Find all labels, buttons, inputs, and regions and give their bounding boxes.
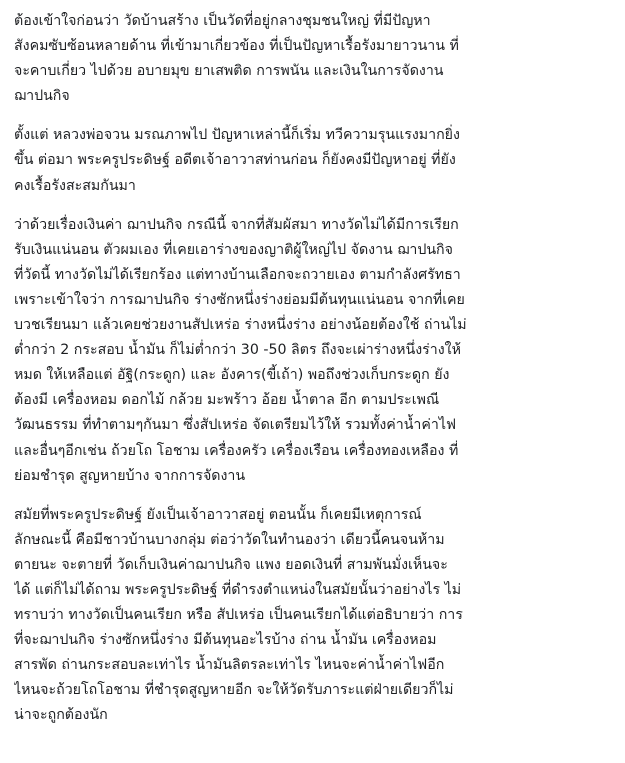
paragraph-intro — [14, 9, 614, 109]
text-line: ลักษณะนี้ คือมีชาวบ้านบางกลุ่ม ต่อว่าวัดในทำนองว่า เดียวนี้คนจนห้าม — [14, 531, 445, 548]
text-line: ต้องมี เครื่องหอม ดอกไม้ กล้วย มะพร้าว อ้อย น้ำตาล อีก ตามประเพณี — [14, 392, 440, 409]
text-line: ไหนจะถ้วยโถโอชาม ที่ชำรุดสูญหายอีก จะให้วัดรับภาระแต่ฝ่ายเดียวก็ไม่ — [14, 682, 454, 699]
text-line: ขึ้น ต่อมา พระครูประดิษฐ์ อดีตเจ้าอาวาสท่านก่อน ก็ยังคงมีปัญหาอยู่ ที่ยัง — [14, 152, 456, 169]
text-line: ย่อมชำรุด สูญหายบ้าง จากการจัดงาน — [14, 467, 246, 484]
text-line: สมัยที่พระครูประดิษฐ์ ยังเป็นเจ้าอาวาสอยู่ ตอนนั้น ก็เคยมีเหตุการณ์ — [14, 506, 422, 523]
text-line: สังคมซับซ้อนหลายด้าน ที่เข้ามาเกี่ยวข้อง ที่เป็นปัญหาเรื้อรังมายาวนาน ที่ — [14, 38, 459, 55]
text-line: ต้องเข้าใจก่อนว่า วัดบ้านสร้าง เป็นวัดที่อยู่กลางชุมชนใหญ่ ที่มีปัญหา — [14, 13, 431, 29]
paragraph-history — [14, 123, 614, 198]
text-line: ตายนะ จะตายที่ วัดเก็บเงินค่าฌาปนกิจ แพง ยอดเงินที่ สามพันมั่งเห็นจะ — [14, 556, 448, 573]
text-line: ต่ำกว่า 2 กระสอบ น้ำมัน ก็ไม่ต่ำกว่า 30 -50 ลิตร ถึงจะเผ่าร่างหนึ่งร่างให้ — [14, 342, 461, 359]
text-line: คงเรื้อรังสะสมกันมา — [14, 177, 136, 194]
post-body — [14, 9, 614, 743]
text-line: ที่จะฌาปนกิจ ร่างซักหนึ่งร่าง มีต้นทุนอะไรบ้าง ถ่าน น้ำมัน เครื่องหอม — [14, 632, 437, 649]
text-line: ทราบว่า ทางวัดเป็นคนเรียก หรือ สัปเหร่อ เป็นคนเรียกได้แต่อธิบายว่า การ — [14, 607, 463, 624]
text-line: ได้ แต่ก็ไม่ได้ถาม พระครูประดิษฐ์ ที่ดำรงตำแหน่งในสมัยนั้นว่าอย่างไร ไม่ — [14, 581, 462, 598]
text-line: ฌาปนกิจ — [14, 88, 70, 105]
text-line: และอื่นๆอีกเช่น ถ้วยโถ โอชาม เครื่องครัว เครื่องเรือน เครื่องทองเหลือง ที่ — [14, 442, 459, 459]
text-line: น่าจะถูกต้องนัก — [14, 707, 108, 724]
text-line: ตั้งแต่ หลวงพ่อจวน มรณภาพไป ปัญหาเหล่านี้ก็เริ่ม ทวีความรุนแรงมากยิ่ง — [14, 127, 460, 144]
paragraph-past-incident — [14, 503, 614, 729]
text-line: ว่าด้วยเรื่องเงินค่า ฌาปนกิจ กรณีนี้ จากที่สัมผัสมา ทางวัดไม่ได้มีการเรียก — [14, 216, 459, 233]
text-line: เพราะเข้าใจว่า การฌาปนกิจ ร่างซักหนึ่งร่างย่อมมีต้นทุนแน่นอน จากที่เคย — [14, 291, 465, 308]
text-line: รับเงินแน่นอน ตัวผมเอง ที่เคยเอาร่างของญาติผู้ใหญ่ไป จัดงาน ฌาปนกิจ — [14, 241, 453, 258]
text-line: สารพัด ถ่านกระสอบละเท่าไร น้ำมันลิตรละเท่าไร ไหนจะค่าน้ำค่าไฟอีก — [14, 657, 445, 674]
paragraph-cremation-costs — [14, 213, 614, 489]
text-line: หมด ให้เหลือแต่ อัฐิ(กระดูก) และ อังคาร(ขี้เถ้า) พอถึงช่วงเก็บกระดูก ยัง — [14, 367, 450, 384]
text-line: บวชเรียนมา แล้วเคยช่วยงานสัปเหร่อ ร่างหนึ่งร่าง อย่างน้อยต้องใช้ ถ่านไม่ — [14, 317, 467, 334]
text-line: จะคาบเกี่ยว ไปด้วย อบายมุข ยาเสพติด การพนัน และเงินในการจัดงาน — [14, 63, 444, 80]
text-line: วัฒนธรรม ที่ทำตามๆกันมา ซึ่งสัปเหร่อ จัดเตรียมไว้ให้ รวมทั้งค่าน้ำค่าไฟ — [14, 417, 457, 434]
text-line: ที่วัดนี้ ทางวัดไม่ได้เรียกร้อง แต่ทางบ้านเลือกจะถวายเอง ตามกำลังศรัทธา — [14, 266, 461, 283]
